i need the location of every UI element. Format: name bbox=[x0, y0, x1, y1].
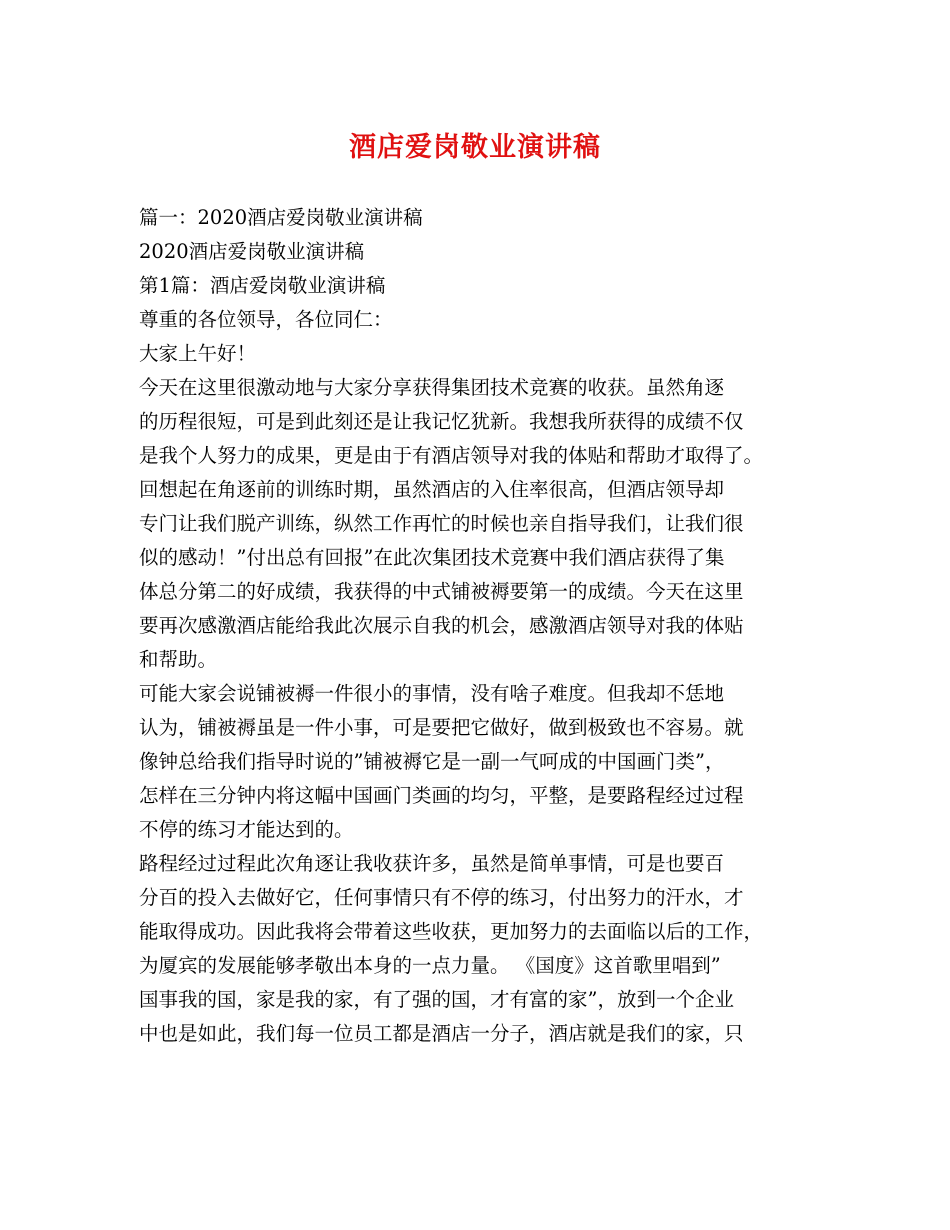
text-line: 国事我的国，家是我的家，有了强的国，才有富的家”，放到一个企业 bbox=[139, 988, 734, 1011]
text-line: 分百的投入去做好它，任何事情只有不停的练习，付出努力的汗水，才 bbox=[139, 886, 744, 909]
text-line: 专门让我们脱产训练，纵然工作再忙的时候也亲自指导我们，让我们很 bbox=[139, 512, 744, 535]
text-line: 篇一：2020酒店爱岗敬业演讲稿 bbox=[139, 206, 423, 229]
text-line: 是我个人努力的成果，更是由于有酒店领导对我的体贴和帮助才取得了。 bbox=[139, 444, 764, 467]
text-line: 为厦宾的发展能够孝敬出本身的一点力量。 《国度》这首歌里唱到” bbox=[139, 954, 721, 977]
text-line: 可能大家会说铺被褥一件很小的事情，没有啥子难度。但我却不恁地 bbox=[139, 682, 725, 705]
text-line: 2020酒店爱岗敬业演讲稿 bbox=[139, 240, 365, 263]
text-line: 能取得成功。因此我将会带着这些收获，更加努力的去面临以后的工作， bbox=[139, 920, 764, 943]
text-line: 中也是如此，我们每一位员工都是酒店一分子，酒店就是我们的家，只 bbox=[139, 1022, 744, 1045]
text-line: 的历程很短，可是到此刻还是让我记忆犹新。我想我所获得的成绩不仅 bbox=[139, 410, 744, 433]
document-title: 酒店爱岗敬业演讲稿 bbox=[349, 132, 601, 163]
text-line: 怎样在三分钟内将这幅中国画门类画的均匀，平整，是要路程经过过程 bbox=[139, 784, 744, 807]
text-line: 像钟总给我们指导时说的”铺被褥它是一副一气呵成的中国画门类”， bbox=[139, 750, 725, 773]
text-line: 大家上午好！ bbox=[139, 342, 257, 365]
text-line: 似的感动！”付出总有回报”在此次集团技术竞赛中我们酒店获得了集 bbox=[139, 546, 725, 569]
text-line: 和帮助。 bbox=[139, 648, 218, 671]
text-line: 认为，铺被褥虽是一件小事，可是要把它做好，做到极致也不容易。就 bbox=[139, 716, 744, 739]
text-line: 尊重的各位领导，各位同仁： bbox=[139, 308, 393, 331]
text-line: 回想起在角逐前的训练时期，虽然酒店的入住率很高，但酒店领导却 bbox=[139, 478, 725, 501]
text-line: 不停的练习才能达到的。 bbox=[139, 818, 354, 841]
document-body bbox=[139, 201, 814, 1051]
text-line: 要再次感激酒店能给我此次展示自我的机会，感激酒店领导对我的体贴 bbox=[139, 614, 744, 637]
text-line: 第1篇：酒店爱岗敬业演讲稿 bbox=[139, 274, 386, 297]
text-line: 体总分第二的好成绩，我获得的中式铺被褥要第一的成绩。今天在这里 bbox=[139, 580, 744, 603]
text-line: 今天在这里很激动地与大家分享获得集团技术竞赛的收获。虽然角逐 bbox=[139, 376, 725, 399]
text-line: 路程经过过程此次角逐让我收获许多，虽然是简单事情，可是也要百 bbox=[139, 852, 725, 875]
